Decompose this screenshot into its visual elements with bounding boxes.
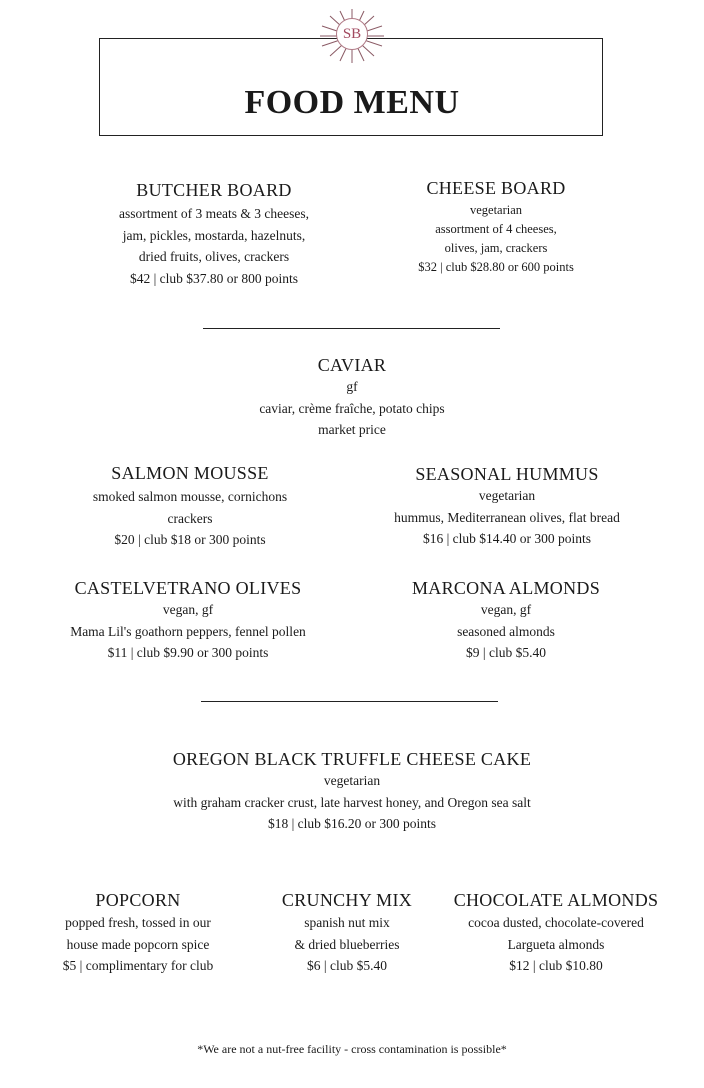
item-name: SEASONAL HUMMUS [415, 464, 599, 484]
item-price: $16 | club $14.40 or 300 points [422, 531, 592, 546]
item-name: CASTELVETRANO OLIVES [74, 578, 302, 598]
item-price: $6 | club $5.40 [307, 958, 387, 973]
section-divider [203, 328, 500, 329]
logo-monogram: SB [336, 18, 368, 50]
page-title: FOOD MENU [244, 84, 460, 121]
menu-item-truffle-cheese-cake [82, 748, 622, 835]
item-line: crackers [167, 510, 213, 526]
menu-item-cheese-board [346, 177, 646, 277]
item-name: POPCORN [95, 890, 181, 910]
menu-item-caviar [152, 354, 552, 441]
item-line: popped fresh, tossed in our [65, 915, 211, 930]
section-divider [201, 701, 498, 702]
item-price: $42 | club $37.80 or 800 points [129, 270, 299, 286]
menu-item-salmon-mousse [40, 462, 340, 551]
item-price: $20 | club $18 or 300 points [114, 532, 266, 547]
item-line: Mama Lil's goathorn peppers, fennel pollen [70, 623, 306, 639]
item-line: assortment of 4 cheeses, [435, 222, 557, 236]
item-line: spanish nut mix [304, 915, 390, 930]
item-line: vegetarian [469, 203, 523, 217]
nut-allergy-footnote: *We are not a nut-free facility - cross contamination is possible* [197, 1042, 507, 1056]
item-price: $11 | club $9.90 or 300 points [107, 645, 269, 660]
item-line: dried fruits, olives, crackers [138, 249, 290, 264]
item-line: Largueta almonds [507, 936, 605, 952]
menu-item-popcorn [28, 889, 248, 977]
item-name: SALMON MOUSSE [111, 463, 269, 483]
item-line: hummus, Mediterranean olives, flat bread [394, 509, 620, 525]
item-line: caviar, crème fraîche, potato chips [259, 400, 445, 416]
item-line: vegetarian [323, 773, 381, 788]
item-line: house made popcorn spice [66, 936, 210, 952]
item-line: seasoned almonds [457, 623, 555, 639]
item-name: BUTCHER BOARD [136, 180, 292, 200]
item-line: jam, pickles, mostarda, hazelnuts, [122, 227, 306, 243]
menu-item-chocolate-almonds [436, 889, 676, 977]
item-name: MARCONA ALMONDS [411, 578, 601, 598]
menu-item-seasonal-hummus [350, 463, 664, 550]
item-price: $18 | club $16.20 or 300 points [267, 816, 437, 831]
menu-item-castelvetrano-olives [28, 577, 348, 664]
item-name: CRUNCHY MIX [281, 890, 413, 910]
item-line: gf [346, 379, 358, 394]
item-line: & dried blueberries [294, 936, 400, 952]
item-price: $5 | complimentary for club [62, 958, 214, 973]
item-line: with graham cracker crust, late harvest honey, and Oregon sea salt [173, 794, 531, 810]
item-line: cocoa dusted, chocolate-covered [468, 915, 644, 930]
item-name: CAVIAR [317, 355, 387, 375]
item-name: CHEESE BOARD [426, 178, 566, 198]
menu-item-crunchy-mix [262, 889, 432, 977]
item-name: OREGON BLACK TRUFFLE CHEESE CAKE [172, 749, 532, 769]
item-line: vegan, gf [162, 602, 214, 617]
item-line: vegetarian [478, 488, 536, 503]
item-line: olives, jam, crackers [444, 241, 548, 255]
item-line: assortment of 3 meats & 3 cheeses, [118, 206, 310, 221]
item-price: $32 | club $28.80 or 600 points [418, 260, 574, 274]
item-price: market price [318, 422, 386, 437]
item-price: $9 | club $5.40 [466, 645, 546, 660]
menu-item-butcher-board [64, 179, 364, 289]
item-name: CHOCOLATE ALMONDS [453, 890, 659, 910]
menu-item-marcona-almonds [370, 577, 642, 664]
item-price: $12 | club $10.80 [509, 958, 603, 973]
item-line: vegan, gf [480, 602, 532, 617]
item-line: smoked salmon mousse, cornichons [92, 489, 288, 504]
